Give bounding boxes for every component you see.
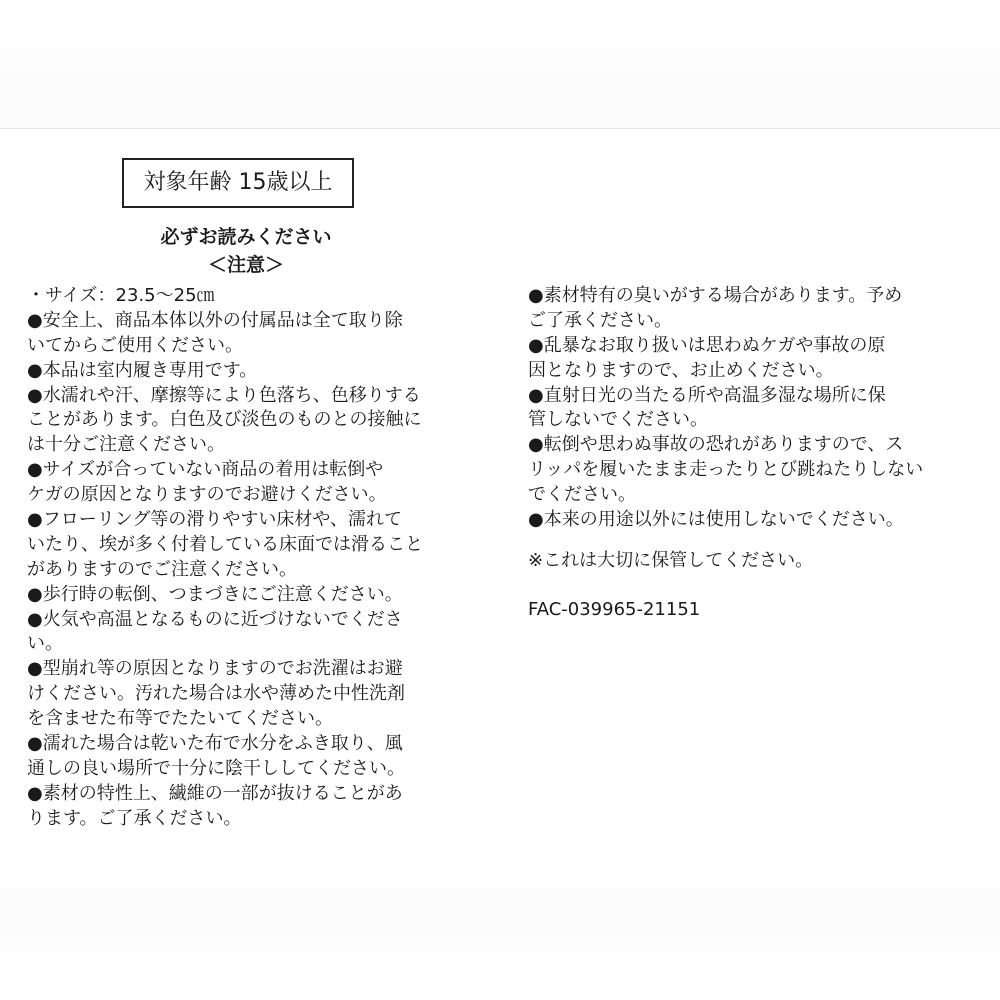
caution-line: でください。 [528,484,636,506]
caution-line: 管しないでください。 [528,409,708,431]
caution-line: いたり、埃が多く付着している床面では滑ること [27,533,423,555]
storage-note: ※これは大切に保管してください。 [528,549,814,571]
caution-line: ●濡れた場合は乾いた布で水分をふき取り、風 [27,733,403,755]
caution-line: ●歩行時の転倒、つまづきにご注意ください。 [27,583,403,605]
caution-line: 因となりますので、お止めください。 [528,359,834,381]
caution-line: がありますのでご注意ください。 [27,558,297,580]
caution-line: ・サイズ：23.5～25㎝ [27,285,215,306]
caution-line: は十分ご注意ください。 [27,434,225,456]
caution-line: ことがあります。白色及び淡色のものとの接触に [27,409,422,431]
caution-line: ●素材の特性上、繊維の一部が抜けることがあ [27,782,403,804]
caution-line: ●型崩れ等の原因となりますのでお洗濯はお避 [27,658,403,680]
age-rating-box: 対象年齢 15歳以上 [122,158,354,208]
caution-line: ケガの原因となりますのでお避けください。 [27,484,387,506]
product-code: FAC-039965-21151 [528,598,701,620]
background-top [0,0,1000,128]
caution-line: ●フローリング等の滑りやすい床材や、濡れて [27,509,402,531]
caution-line: ●安全上、商品本体以外の付属品は全て取り除 [27,309,403,331]
caution-line: ●本品は室内履き専用です。 [27,359,258,381]
caution-heading: ＜注意＞ [207,254,284,276]
caution-line: ●直射日光の当たる所や高温多湿な場所に保 [528,384,886,406]
read-notice-heading: 必ずお読みください [160,226,332,248]
spacer [528,574,978,598]
caution-line: ●素材特有の臭いがする場合があります。予め [528,285,903,306]
caution-line: ります。ご了承ください。 [27,807,242,829]
caution-line: けください。汚れた場合は水や薄めた中性洗剤 [27,683,405,705]
caution-line: を含ませた布等でたたいてください。 [27,708,333,730]
caution-line: ●火気や高温となるものに近づけないでくださ [27,608,403,630]
caution-line: ●本来の用途以外には使用しないでください。 [528,509,904,531]
caution-line: いてからご使用ください。 [27,334,243,356]
caution-line: リッパを履いたまま走ったりとび跳ねたりしない [528,459,924,481]
caution-line: ●乱暴なお取り扱いは思わぬケガや事故の原 [528,334,886,356]
caution-line: ●転倒や思わぬ事故の恐れがありますので、ス [528,434,904,456]
caution-line: ご了承ください。 [528,309,672,331]
background-bottom [0,888,1000,1000]
spacer [528,533,978,549]
caution-line: ●水濡れや汗、摩擦等により色落ち、色移りする [27,384,421,406]
caution-list-right [528,284,978,623]
caution-line: い。 [27,633,63,655]
caution-line: ●サイズが合っていない商品の着用は転倒や [27,459,384,481]
caution-line: 通しの良い場所で十分に陰干ししてください。 [27,757,405,779]
caution-list-left [27,284,492,832]
